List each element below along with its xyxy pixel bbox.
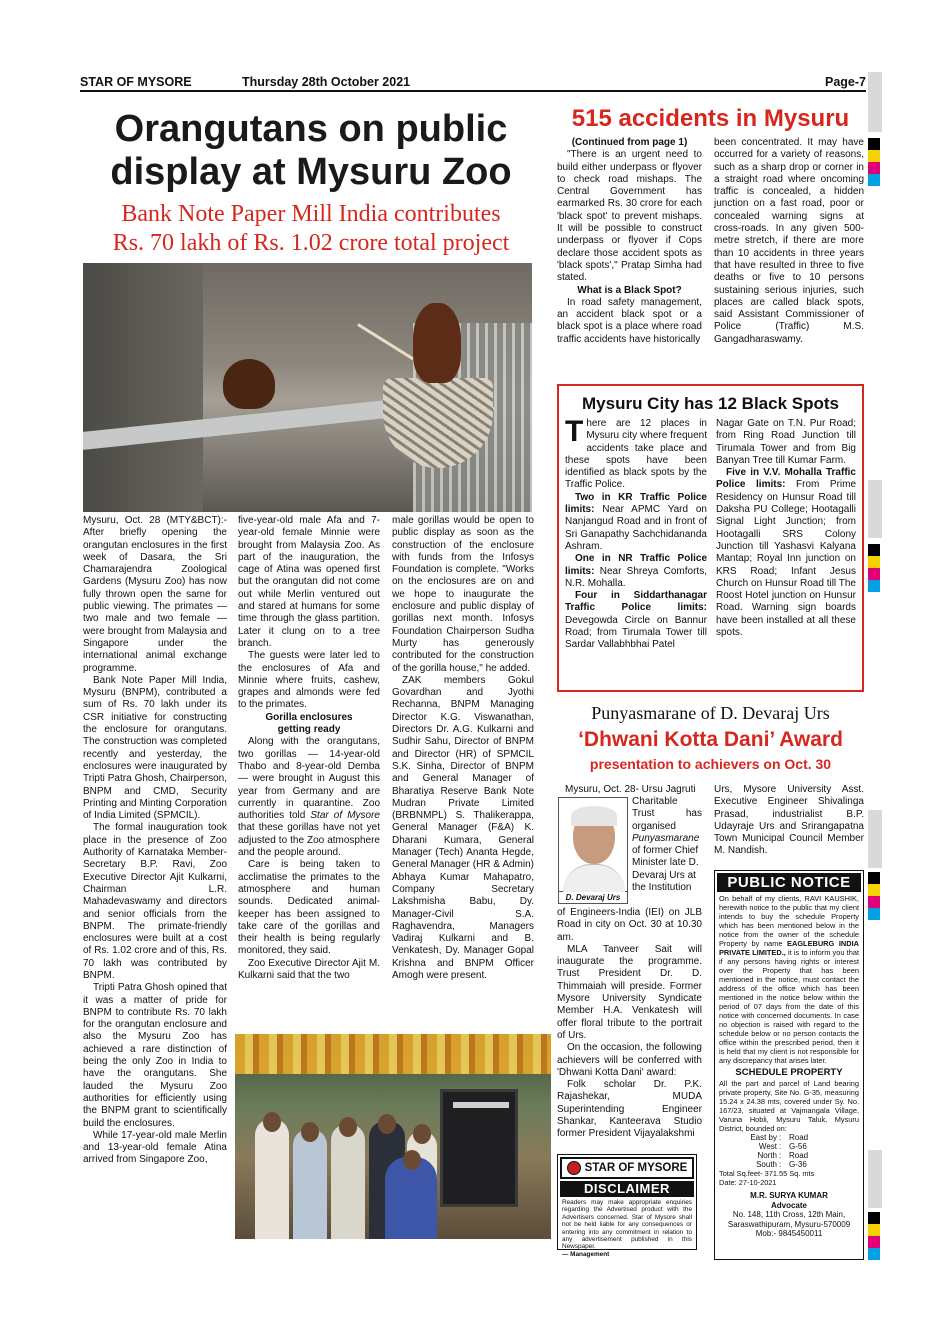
lead-subheadline xyxy=(80,200,542,258)
total-area: Total Sq.feet- 371.55 Sq. mts xyxy=(719,1169,815,1178)
article-paragraph: Urs, Mysore University Asst. Executive Engineer Shivalinga Prasad, industrialist B.P. Udayraje Urs and Srirangapatna Town Municipal Council Member M. Nandish. xyxy=(714,784,864,857)
registration-swatch-magenta xyxy=(868,568,880,580)
urs-dateline xyxy=(565,784,702,796)
article-line: organised xyxy=(632,820,676,832)
article-line: Charitable xyxy=(632,796,678,807)
black-spots-title: Mysuru City has 12 Black Spots xyxy=(582,394,839,413)
article-line: Minister late D. xyxy=(632,857,699,869)
advocate-name: M.R. SURYA KUMAR xyxy=(750,1191,828,1200)
article-paragraph: ZAK members Gokul Govardhan and Jyothi Rechanna, BNPM Managing Director K.G. Viswanathan, Directors Dr. A.G. Kulkarni and Sudhir Sahu, Director of BNPM and Director (HR) of SPMCIL S.K. Sinha, Director of BNPM and General Manager of Bharatiya Reserve Bank Note Mudran Private Limited (BRBNMPL) S. Thalikerappa, General Manager (F&A) K. Dharani Kumara, General Manager (Tech) Ananta Hegde, General Manager (HR & Admin) Abhaya Kumar Mahapatro, Company Secretary Lakshmisha Babu, Dy. Manager-Civil S.A. Raghavendra, Managers Vadiraj Kulkarni and B. Venkatesh, Dy. Manager Gopal Krishna and BNPM Officer Amogh were present. xyxy=(392,674,534,981)
article-paragraph: Along with the orangutans, two gorillas — 14-year-old Thabo and 8-year-old Demba — were brought in August this year from Germany and are currently in quarantine. Zoo authorities told Star of Mysore that these gorillas have not yet adjusted to the Zoo atmosphere and the people around. xyxy=(238,736,380,859)
article-paragraph: There are 12 places in Mysuru city where frequent accidents take place and these spots have been identified as black spots by the Traffic Police. xyxy=(565,415,707,491)
urs-subhead: presentation to achievers on Oct. 30 xyxy=(589,756,832,772)
accidents-column-1 xyxy=(557,137,702,346)
issue-date: Thursday 28th October 2021 xyxy=(242,75,411,89)
registration-bar xyxy=(868,810,882,868)
orangutan-figure xyxy=(223,359,275,409)
article-line: Mysuru, Oct. 28- Ursu Jagruti xyxy=(565,784,696,795)
publication-name: STAR OF MYSORE xyxy=(80,75,192,89)
public-notice xyxy=(714,870,864,1260)
lead-headline-line2: display at Mysuru Zoo xyxy=(110,151,512,193)
article-paragraph: Four in Siddarthanagar Traffic Police limits: Devegowda Circle on Bannur Road; from Tirumala Tower till Sardar Vallabhbhai Patel xyxy=(565,590,707,651)
lead-column-3 xyxy=(392,515,534,982)
black-spot-subhead: What is a Black Spot? xyxy=(577,284,682,296)
disclaimer-text: Readers may make appropriate enquiries regarding the Advertised product with the Advertisers concerned. Star of Mysore shall not be held liable for any consequences or entering into any commitment in relation to any advertisement published in this Newspaper. — Management xyxy=(562,1199,692,1258)
registration-swatch-cyan xyxy=(868,174,880,186)
registration-swatch-yellow xyxy=(868,884,880,896)
advocate-address: Saraswathipuram, Mysuru-570009 xyxy=(727,1219,851,1229)
registration-swatch-cyan xyxy=(868,580,880,592)
article-paragraph: Bank Note Paper Mill India, Mysuru (BNPM), contributed a sum of Rs. 70 lakh under its CSR initiative for constructing the enclosure for orangutans. The construction was completed recently and yesterday, the enclosures were inaugurated by Tripti Patra Ghosh, Chairperson, BNPM and CMD, Security Printing and Minting Corporation of India Limited (SPMCIL). xyxy=(83,674,227,822)
inauguration-photo xyxy=(235,1034,551,1239)
article-paragraph: Tripti Patra Ghosh opined that it was a matter of pride for BNPM to contribute Rs. 70 lakh for the orangutan enclosure and also the Mysuru Zoo has achieved a rare distinction of being the only Zoo in India to have the orangutans. She lauded the Mysuru Zoo authorities for efficiently using the BNPM grant to scientifically build the enclosures. xyxy=(83,982,227,1129)
continued-note: (Continued from page 1) xyxy=(571,137,688,148)
registration-swatch-yellow xyxy=(868,1224,880,1236)
article-paragraph: Two in KR Traffic Police limits: Near APMC Yard on Nanjangud Road and in front of Sri Ganapathy Sachchidananda Ashram. xyxy=(565,491,707,552)
registration-bar xyxy=(868,72,882,132)
disclaimer-box xyxy=(557,1154,697,1258)
article-paragraph: In road safety management, an accident black spot or a black spot is a place where road traffic accidents have historically xyxy=(557,296,702,345)
gorilla-subhead: getting ready xyxy=(277,724,341,736)
orangutan-enclosure-photo xyxy=(83,263,532,512)
article-line: the Institution xyxy=(632,882,692,894)
lead-column-2 xyxy=(238,515,380,982)
article-paragraph: Nagar Gate on T.N. Pur Road; from Ring Road Junction till Tirumala Tower and from Big Banyan Tree till Kumar Farm. xyxy=(716,418,856,466)
advocate-title: Advocate xyxy=(770,1200,807,1210)
registration-swatch-magenta xyxy=(868,1236,880,1248)
article-paragraph: Care is being taken to acclimatise the primates to the atmosphere and human sounds. Dedicated animal-keeper has been assigned to take care of the gorillas and their health is being regularly monitored, they said. xyxy=(238,859,380,957)
portrait-caption: D. Devaraj Urs xyxy=(558,892,628,904)
urs-wrap-text xyxy=(632,796,702,894)
article-line: of former Chief xyxy=(632,845,699,857)
notice-date: Date: 27-10-2021 xyxy=(719,1178,777,1187)
article-paragraph: Five in V.V. Mohalla Traffic Police limits: From Prime Residency on Hunsur Road till Daksha PU College; Hootagalli Signal Light Junction; from Hootagalli SRS Colony Junction till Yashasvi Kalyana Mantap; Royal Inn junction on KRS Road; Infant Jesus Church on Hunsur Road till The Roost Hotel junction on Hunsur Road. Warning sign boards have been installed at all these spots. xyxy=(716,467,857,639)
lead-column-1 xyxy=(83,515,227,1167)
article-paragraph: MLA Tanveer Sait will inaugurate the programme. Trust President Dr. D. Thimmaiah will preside. Former Mysore University Syndicate Member H.A. Venkatesh will offer floral tribute to the portrait of Urs. xyxy=(557,943,702,1041)
article-paragraph: male gorillas would be open to public display as soon as the construction of the enclosure with funds from the Infosys Foundation is complete. "Works on the enclosures are on and we hope to inaugurate the enclosure and public display of gorillas next month. Infosys Foundation Chairperson Sudha Murty has generously contributed for the construction of the gorilla house," he added. xyxy=(392,515,534,674)
public-notice-body: On behalf of my clients, RAVI KAUSHIK, herewith notice to the public that my client intends to buy the schedule Property which has been mentioned below in the notice from the owner of the schedule Property by name EAGLEBURG INDIA PRIVATE LIMITED., it is to inform you that if any persons having rights or interest over the Property that has been mentioned in the notice, must contact the address of the office which has been mentioned in the notice below within the period of 07 days from the date of this notice with concerned documents. In case no objection is raised with regard to the schedule below or no person contacts the office within the prescribed period, then it is held that my client is not responsible for any discrepancy that arises later. xyxy=(719,894,860,1065)
registration-swatch-black xyxy=(868,138,880,150)
star-of-mysore-logo: STAR OF MYSORE xyxy=(560,1157,694,1179)
article-paragraph: Mysuru, Oct. 28 (MTY&BCT):- After briefly opening the orangutan enclosures in the first week of Dasara, the Sri Chamarajendra Zoological Gardens (Mysuru Zoo) has now fully thrown open the same for public viewing. The primates — two male and two female — were brought from Malaysia and Singapore under the international animal exchange programme. xyxy=(83,515,227,674)
page-header xyxy=(80,74,866,92)
gorilla-subhead: Gorilla enclosures xyxy=(265,711,353,723)
article-paragraph: The formal inauguration took place in the presence of Zoo Authority of Karnataka Member-Secretary B.P. Ravi, Zoo Executive Director Ajit Kulkarni, Chairman L.R. Mahadevaswamy and directors and senior officials from the BNPM. The primate-friendly enclosures were built at a cost of Rs. 1.02 crore and of this, Rs. 70 lakh was contributed by BNPM. xyxy=(83,822,227,981)
article-paragraph: five-year-old male Afa and 7-year-old female Minnie were brought from Malaysia Zoo. As part of the inauguration, the cage of Atina was opened first but the orangutan did not come out while Merlin ventured out and stared at humans for some time through the glass partition. Later it clung on to a tree branch. xyxy=(238,515,380,649)
article-line: Devaraj Urs at xyxy=(632,869,696,881)
registration-swatch-magenta xyxy=(868,162,880,174)
article-paragraph: The guests were later led to the enclosures of Afa and Minnie where fruits, cashew, grapes and almonds were fed to the primates. xyxy=(238,650,380,711)
article-line: Punyasmarane xyxy=(632,832,700,844)
accidents-column-2 xyxy=(714,137,864,346)
registration-swatch-magenta xyxy=(868,896,880,908)
article-paragraph: While 17-year-old male Merlin and 13-year-old female Atina arrived from Singapore Zoo, xyxy=(83,1129,227,1166)
article-paragraph: Zoo Executive Director Ajit M. Kulkarni said that the two xyxy=(238,957,380,981)
advocate-address: No. 148, 11th Cross, 12th Main, xyxy=(732,1210,846,1219)
article-paragraph: On the occasion, the following achievers will be conferred with 'Dhwani Kotta Dani' award: xyxy=(557,1042,702,1078)
advocate-mobile: Mob:- 9845450011 xyxy=(755,1229,823,1238)
urs-headline: ‘Dhwani Kotta Dani’ Award xyxy=(578,728,843,751)
lead-headline-line1: Orangutans on public xyxy=(114,108,508,150)
devaraj-urs-portrait xyxy=(558,797,628,892)
orangutan-figure xyxy=(413,303,461,383)
seal-icon xyxy=(567,1161,581,1175)
orangutan-house-plaque xyxy=(440,1089,518,1207)
registration-swatch-cyan xyxy=(868,1248,880,1260)
advocate-block xyxy=(715,1191,863,1239)
registration-bar xyxy=(868,480,882,538)
article-paragraph: of Engineers-India (IEI) on JLB Road in city on Oct. 30 at 10.30 am. xyxy=(557,907,702,943)
disclaimer-title: DISCLAIMER xyxy=(560,1181,694,1197)
public-notice-title: PUBLIC NOTICE xyxy=(717,873,861,892)
black-spots-column-2 xyxy=(716,418,856,639)
article-paragraph: One in NR Traffic Police limits: Near Shreya Comforts, N.R. Mohalla. xyxy=(565,553,707,589)
registration-bar xyxy=(868,1150,882,1208)
article-paragraph: been concentrated. It may have occurred for a variety of reasons, such as a sharp drop or corner in a straight road where oncoming traffic is concealed, a hidden junction on a fast road, poor or concealed warning signs at cross-roads. In any given 500-metre stretch, if there are more than 10 accidents in three years that have resulted in three to five deaths or five to 10 persons sustaining serious injuries, such places are called black spots, said Assistant Commissioner of Police (Traffic) M.S. Gangadharaswamy. xyxy=(714,137,864,345)
page-number: Page-7 xyxy=(825,75,866,89)
registration-swatch-black xyxy=(868,872,880,884)
registration-swatch-yellow xyxy=(868,150,880,162)
lead-headline xyxy=(80,108,542,194)
registration-swatch-black xyxy=(868,544,880,556)
article-paragraph: Folk scholar Dr. P.K. Rajashekar, MUDA Superintending Engineer Shankar, Kanteerava Studio former President Vijayalakshmi xyxy=(557,1079,702,1140)
urs-column-1 xyxy=(557,907,702,1141)
urs-column-2 xyxy=(714,784,864,858)
schedule-property-text: All the part and parcel of Land bearing private property, Site No. G-35, measuring 15.24 x 24.38 mts, covered under Sy. No. 167/23, situated at Vajmangala Village, Varuna Hobli, Mysuru Taluk, Mysuru District, bounded on: xyxy=(719,1079,859,1133)
black-spots-column-1 xyxy=(565,415,707,652)
registration-swatch-cyan xyxy=(868,908,880,920)
registration-swatch-yellow xyxy=(868,556,880,568)
boundaries-table: East by : Road West : G-56 North : Road South : G-36 xyxy=(750,1133,809,1169)
article-line: Trust has xyxy=(632,808,702,820)
lead-subhead-line2: Rs. 70 lakh of Rs. 1.02 crore total project xyxy=(112,230,510,256)
black-spots-box xyxy=(557,384,864,692)
article-paragraph: "There is an urgent need to build either underpass or flyover to check road mishaps. The Central Government has earmarked Rs. 30 crore for each 'black spot' to prevent mishaps. It will be possible to construct underpass or flyover if Cops declare those accident spots as 'black spots'," Pratap Simha had stated. xyxy=(557,149,702,284)
drop-cap: T xyxy=(565,415,584,448)
lead-subhead-line1: Bank Note Paper Mill India contributes xyxy=(121,201,501,227)
schedule-property-title: SCHEDULE PROPERTY xyxy=(735,1067,843,1078)
registration-swatch-black xyxy=(868,1212,880,1224)
urs-kicker: Punyasmarane of D. Devaraj Urs xyxy=(591,703,830,723)
accidents-headline: 515 accidents in Mysuru xyxy=(571,105,850,132)
